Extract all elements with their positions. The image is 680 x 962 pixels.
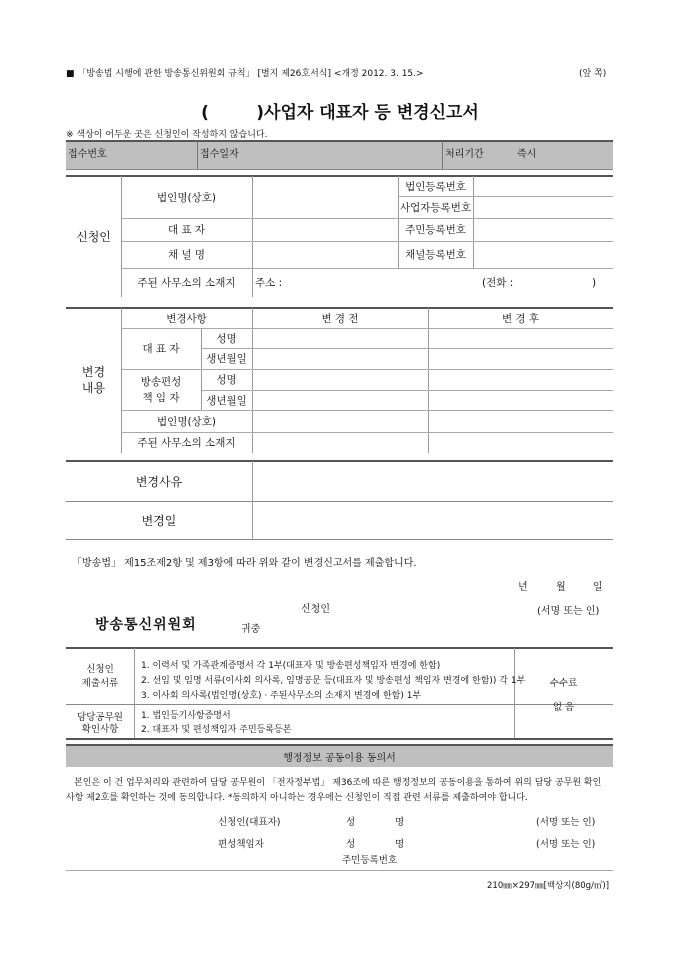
changes-section-label-line1: 변경 <box>81 364 106 379</box>
addressee-name: 방송통신위원회 <box>95 617 197 633</box>
consent-rep-sign-label: (서명 또는 인) <box>536 817 596 828</box>
paper-spec-footer: 210㎜×297㎜[백상지(80g/㎡)] <box>487 881 610 891</box>
divider <box>201 348 613 349</box>
fee-value: 없 음 <box>552 702 575 713</box>
processing-period-label: 처리기간 <box>445 149 484 160</box>
declaration-text: 「방송법」 제15조제2항 및 제3항에 따라 위와 같이 변경신고서를 제출합니다. <box>72 558 417 569</box>
editor-label-line2: 책 임 자 <box>142 391 180 404</box>
change-representative-label: 대 표 자 <box>142 343 180 355</box>
resident-reg-number-label: 주민등록번호 <box>405 224 466 236</box>
receipt-number-label: 접수번호 <box>68 149 107 160</box>
rep-name-label: 성명 <box>216 332 237 345</box>
divider <box>201 390 613 391</box>
divider <box>66 647 613 649</box>
consent-representative-label: 신청인(대표자) <box>218 817 281 828</box>
consent-name-label-a: 성 <box>346 817 356 828</box>
change-reason-label: 변경사유 <box>135 474 183 489</box>
change-date-label: 변경일 <box>141 513 177 528</box>
divider <box>252 176 253 297</box>
representative-label: 대 표 자 <box>167 224 206 236</box>
channel-name-label: 채 널 명 <box>167 249 206 261</box>
divider <box>66 738 613 740</box>
change-item-header: 변경사항 <box>166 312 207 325</box>
consent-editor-name-label-a: 성 <box>346 839 356 850</box>
date-month-label: 월 <box>556 582 566 593</box>
fee-label: 수수료 <box>549 678 578 689</box>
divider <box>197 141 198 169</box>
rep-birthdate-label: 생년월일 <box>206 353 247 365</box>
divider <box>252 461 253 539</box>
changes-section-label-line2: 내용 <box>81 380 106 395</box>
consent-name-label-b: 명 <box>395 817 405 828</box>
change-office-location-label: 주된 사무소의 소재지 <box>137 437 236 449</box>
form-title: ( )사업자 대표자 등 변경신고서 <box>201 103 479 123</box>
divider <box>134 648 135 738</box>
date-day-label: 일 <box>593 582 603 593</box>
corp-name-label: 법인명(상호) <box>157 191 216 204</box>
verify-item: 2. 대표자 및 편성책임자 주민등록등본 <box>141 725 292 735</box>
submit-doc-item: 3. 이사회 의사록(법인명(상호) · 주된사무소의 소재지 변경에 한함) 1부 <box>141 691 422 701</box>
phone-close: ) <box>592 276 597 289</box>
signer-sign-label: (서명 또는 인) <box>537 606 600 617</box>
consent-title: 행정정보 공동이용 동의서 <box>283 752 396 764</box>
corp-reg-number-label: 법인등록번호 <box>405 180 466 193</box>
main-office-location-label: 주된 사무소의 소재지 <box>137 277 236 289</box>
applicant-section-label: 신청인 <box>76 230 111 244</box>
receipt-date-label: 접수일자 <box>200 149 239 160</box>
editor-name-label: 성명 <box>216 374 237 386</box>
consent-editor-name-label-b: 명 <box>395 839 405 850</box>
form-note: ※ 색상이 어두운 곳은 신청인이 작성하지 않습니다. <box>66 130 268 140</box>
verify-label-line2: 확인사항 <box>81 724 119 735</box>
consent-editor-label: 편성책임자 <box>218 839 264 850</box>
submit-doc-item: 2. 선임 및 임명 서류(이사회 의사록, 임명공문 등(대표자 및 방송편성 책임자 변경에 한함)) 각 1부 <box>141 676 526 686</box>
submit-docs-label-line1: 신청인 <box>86 664 114 675</box>
signer-applicant-label: 신청인 <box>301 604 330 615</box>
divider <box>473 176 474 268</box>
phone-label: (전화 : <box>482 277 514 289</box>
after-change-header: 변 경 후 <box>501 312 540 325</box>
addressee-honorific: 귀중 <box>241 624 261 635</box>
date-year-label: 년 <box>518 582 528 593</box>
divider <box>66 140 613 142</box>
divider <box>442 141 443 169</box>
divider <box>514 648 515 738</box>
channel-reg-number-label: 채널등록번호 <box>405 249 466 261</box>
before-change-header: 변 경 전 <box>321 312 359 325</box>
divider <box>66 169 613 170</box>
divider <box>66 870 613 871</box>
editor-birthdate-label: 생년월일 <box>206 394 247 407</box>
verify-label-line1: 담당공무원 <box>77 712 123 723</box>
form-legal-basis: ■ 「방송법 시행에 관한 방송통신위원회 규칙」 [별지 제26호서식] <개정 2012. 3. 15.> <box>66 69 424 79</box>
page-side-label: (앞 쪽) <box>579 69 607 79</box>
consent-text-line2: 사항 제2호를 확인하는 것에 동의합니다. *동의하지 아니하는 경우에는 신청인이 직접 관련 서류를 제출하여야 합니다. <box>66 793 528 803</box>
consent-editor-sign-label: (서명 또는 인) <box>536 839 596 850</box>
submit-docs-label-line2: 제출서류 <box>81 678 119 689</box>
consent-resident-number-label: 주민등록번호 <box>342 855 398 866</box>
verify-item: 1. 법인등기사항증명서 <box>141 711 231 721</box>
divider <box>66 539 613 540</box>
submit-doc-item: 1. 이력서 및 가족관계증명서 각 1부(대표자 및 방송편성책임자 변경에 한함) <box>141 661 441 671</box>
address-label: 주소 : <box>255 277 283 289</box>
consent-text-line1: 본인은 이 건 업무처리와 관련하여 담당 공무원이 「전자정부법」 제36조에 따른 행정정보의 공동이용을 통하여 위의 담당 공무원 확인 <box>74 778 602 788</box>
biz-reg-number-label: 사업자등록번호 <box>399 201 471 214</box>
processing-period-value: 즉시 <box>517 149 537 160</box>
divider <box>121 369 613 370</box>
editor-label-line1: 방송편성 <box>140 375 182 388</box>
change-corp-name-label: 법인명(상호) <box>157 415 216 428</box>
